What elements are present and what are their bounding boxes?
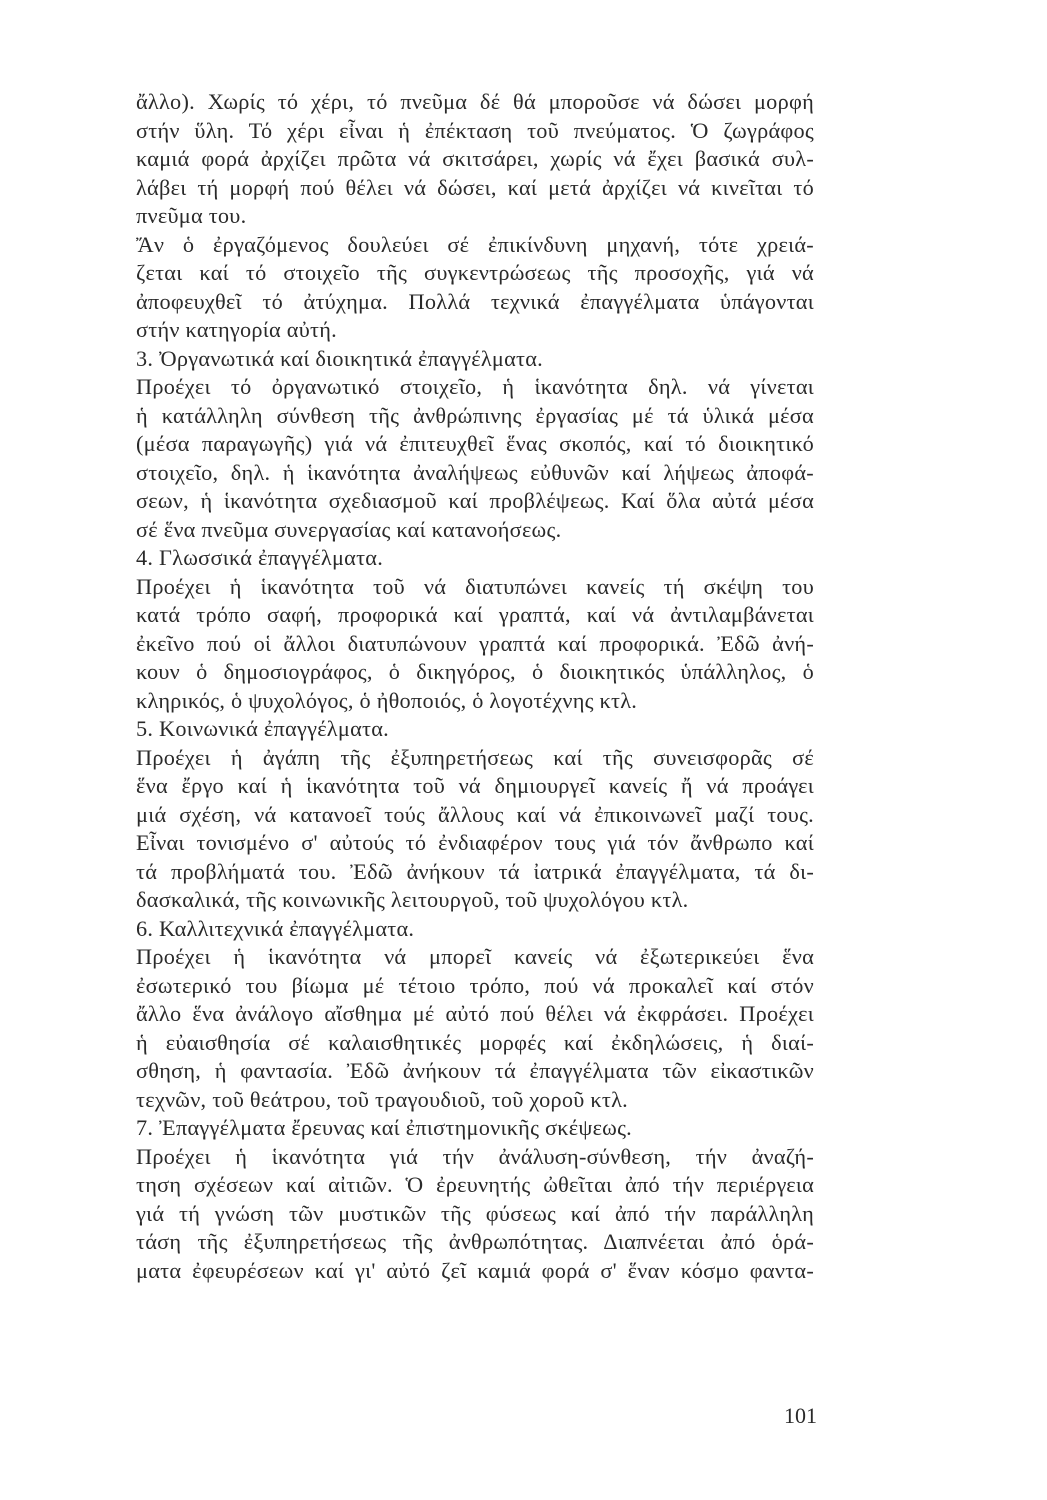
text-line: τηση σχέσεων καί αἰτιῶν. Ὁ ἐρευνητής ὠθεῖται ἀπό τήν περιέργεια — [136, 1172, 814, 1197]
text-line: σθηση, ἡ φαντασία. Ἐδῶ ἀνήκουν τά ἐπαγγέλματα τῶν εἰκαστικῶν — [136, 1058, 814, 1083]
text-line: ἡ κατάλληλη σύνθεση τῆς ἀνθρώπινης ἐργασίας μέ τά ὑλικά μέσα — [136, 402, 814, 428]
text-line: τάση τῆς ἐξυπηρετήσεως τῆς ἀνθρωπότητας. Διαπνέεται ἀπό ὁρά- — [136, 1229, 814, 1254]
text-line: λάβει τή μορφή πού θέλει νά δώσει, καί μετά ἀρχίζει νά κινεῖται τό — [136, 174, 814, 200]
text-line: τεχνῶν, τοῦ θεάτρου, τοῦ τραγουδιοῦ, τοῦ χοροῦ κτλ. — [136, 1086, 628, 1112]
text-line: γιά τή γνώση τῶν μυστικῶν τῆς φύσεως καί ἀπό τήν παράλληλη — [136, 1200, 814, 1226]
text-line: ἐσωτερικό του βίωμα μέ τέτοιο τρόπο, πού νά προκαλεῖ καί στόν — [136, 972, 814, 998]
text-line: ἐκεῖνο πού οἱ ἄλλοι διατυπώνουν γραπτά καί προφορικά. Ἐδῶ ἀνή- — [136, 630, 814, 656]
text-line: Προέχει ἡ ἀγάπη τῆς ἐξυπηρετήσεως καί τῆς συνεισφορᾶς σέ — [136, 744, 814, 770]
text-line: σεων, ἡ ἱκανότητα σχεδιασμοῦ καί προβλέψεως. Καί ὅλα αὐτά μέσα — [136, 488, 814, 513]
text-line: Προέχει ἡ ἱκανότητα γιά τήν ἀνάλυση-σύνθεση, τήν ἀναζή- — [136, 1143, 814, 1169]
text-line: 4. Γλωσσικά ἐπαγγέλματα. — [136, 545, 384, 570]
text-line: μιά σχέση, νά κατανοεῖ τούς ἄλλους καί νά ἐπικοινωνεῖ μαζί τους. — [136, 801, 814, 827]
text-line: ἕνα ἔργο καί ἡ ἱκανότητα τοῦ νά δημιουργεῖ κανείς ἤ νά προάγει — [136, 773, 814, 798]
text-line: δασκαλικά, τῆς κοινωνικῆς λειτουργοῦ, τοῦ ψυχολόγου κτλ. — [136, 887, 689, 912]
text-line: καμιά φορά ἀρχίζει πρῶτα νά σκιτσάρει, χωρίς νά ἔχει βασικά συλ- — [136, 146, 814, 171]
text-line: 7. Ἐπαγγέλματα ἔρευνας καί ἐπιστημονικῆς σκέψεως. — [136, 1115, 633, 1140]
body-text — [136, 88, 814, 1285]
text-line: Προέχει τό ὀργανωτικό στοιχεῖο, ἡ ἱκανότητα δηλ. νά γίνεται — [136, 374, 814, 399]
text-line: 6. Καλλιτεχνικά ἐπαγγέλματα. — [136, 915, 415, 941]
text-line: στοιχεῖο, δηλ. ἡ ἱκανότητα ἀναλήψεως εὐθυνῶν καί λήψεως ἀποφά- — [136, 459, 814, 485]
text-line: ματα ἐφευρέσεων καί γι' αὐτό ζεῖ καμιά φορά σ' ἕναν κόσμο φαντα- — [136, 1257, 814, 1283]
text-line: (μέσα παραγωγῆς) γιά νά ἐπιτευχθεῖ ἕνας σκοπός, καί τό διοικητικό — [136, 431, 814, 456]
text-line: Προέχει ἡ ἱκανότητα τοῦ νά διατυπώνει κανείς τή σκέψη του — [136, 573, 814, 599]
text-line: ἄλλο ἕνα ἀνάλογο αἴσθημα μέ αὐτό πού θέλει νά ἐκφράσει. Προέχει — [136, 1001, 814, 1026]
text-line: ἡ εὐαισθησία σέ καλαισθητικές μορφές καί ἐκδηλώσεις, ἡ διαί- — [136, 1029, 814, 1055]
text-line: Ἄν ὁ ἐργαζόμενος δουλεύει σέ ἐπικίνδυνη μηχανή, τότε χρειά- — [136, 231, 814, 257]
text-line: στήν ὕλη. Τό χέρι εἶναι ἡ ἐπέκταση τοῦ πνεύματος. Ὁ ζωγράφος — [136, 117, 814, 143]
text-line: τά προβλήματά του. Ἐδῶ ἀνήκουν τά ἰατρικά ἐπαγγέλματα, τά δι- — [136, 858, 814, 884]
text-line: Εἶναι τονισμένο σ' αὐτούς τό ἐνδιαφέρον τους γιά τόν ἄνθρωπο καί — [136, 830, 814, 855]
text-line: ἀποφευχθεῖ τό ἀτύχημα. Πολλά τεχνικά ἐπαγγέλματα ὑπάγονται — [136, 288, 814, 314]
text-line: ζεται καί τό στοιχεῖο τῆς συγκεντρώσεως τῆς προσοχῆς, γιά νά — [136, 260, 814, 285]
text-line: κληρικός, ὁ ψυχολόγος, ὁ ἠθοποιός, ὁ λογοτέχνης κτλ. — [136, 687, 638, 713]
page-number: 101 — [784, 1403, 817, 1428]
text-line: κατά τρόπο σαφή, προφορικά καί γραπτά, καί νά ἀντιλαμβάνεται — [136, 602, 814, 627]
text-line: Προέχει ἡ ἱκανότητα νά μπορεῖ κανείς νά ἐξωτερικεύει ἕνα — [136, 944, 814, 969]
text-line: πνεῦμα του. — [136, 203, 247, 228]
text-line: στήν κατηγορία αὐτή. — [136, 317, 337, 342]
text-line: ἄλλο). Χωρίς τό χέρι, τό πνεῦμα δέ θά μποροῦσε νά δώσει μορφή — [136, 89, 814, 114]
text-line: 5. Κοινωνικά ἐπαγγέλματα. — [136, 716, 389, 741]
text-line: σέ ἕνα πνεῦμα συνεργασίας καί κατανοήσεως. — [136, 516, 562, 542]
text-line: 3. Ὀργανωτικά καί διοικητικά ἐπαγγέλματα. — [136, 345, 543, 371]
text-line: κουν ὁ δημοσιογράφος, ὁ δικηγόρος, ὁ διοικητικός ὑπάλληλος, ὁ — [136, 659, 814, 684]
